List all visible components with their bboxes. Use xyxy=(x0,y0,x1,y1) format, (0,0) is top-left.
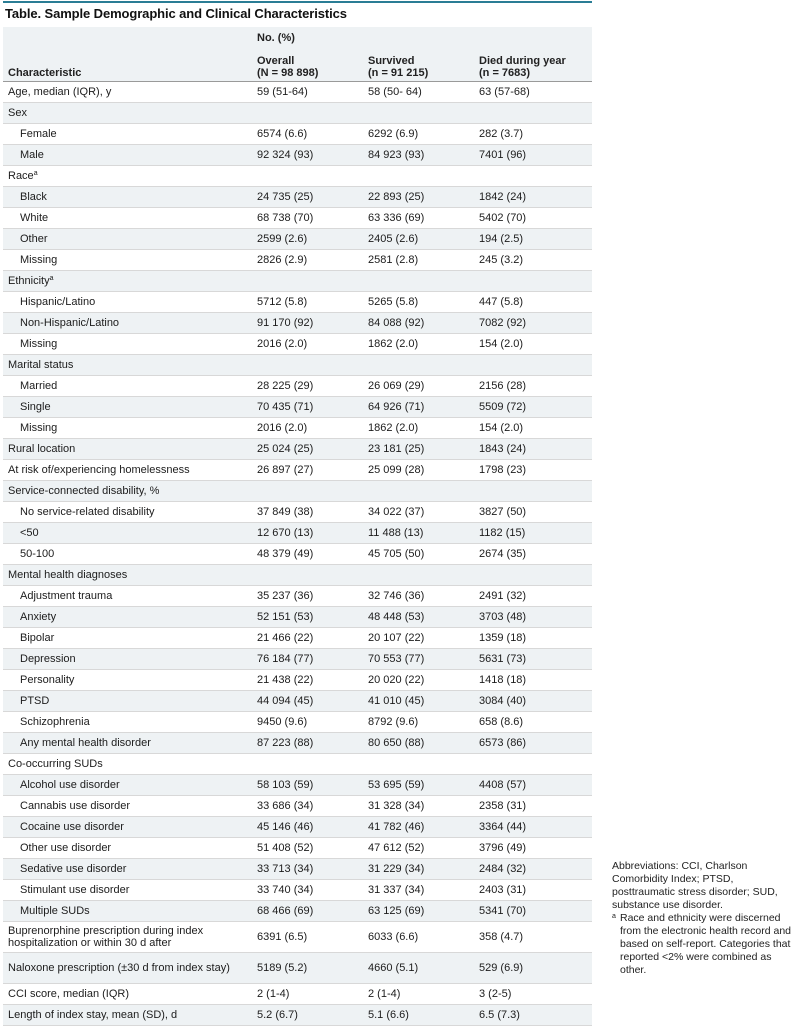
cell-overall: 87 223 (88) xyxy=(252,733,363,754)
abbreviations-note: Abbreviations: CCI, Charlson Comorbidity Index; PTSD, posttraumatic stress disorder; SUD, substance use disorder. xyxy=(612,860,778,911)
cell-died xyxy=(474,481,592,502)
cell-overall: 2826 (2.9) xyxy=(252,250,363,271)
cell-overall: 51 408 (52) xyxy=(252,838,363,859)
row-label: CCI score, median (IQR) xyxy=(3,984,252,1005)
table-row xyxy=(3,859,592,880)
cell-overall: 2016 (2.0) xyxy=(252,334,363,355)
table-footnotes xyxy=(612,860,798,977)
characteristics-table xyxy=(3,27,592,1026)
cell-survived: 64 926 (71) xyxy=(363,397,474,418)
table-row xyxy=(3,796,592,817)
cell-died: 1798 (23) xyxy=(474,460,592,481)
title-rule xyxy=(3,1,592,3)
table-row xyxy=(3,817,592,838)
row-label: <50 xyxy=(3,523,252,544)
table-row xyxy=(3,313,592,334)
row-label: Cannabis use disorder xyxy=(3,796,252,817)
cell-overall: 9450 (9.6) xyxy=(252,712,363,733)
row-label: Length of index stay, mean (SD), d xyxy=(3,1005,252,1026)
cell-overall: 21 466 (22) xyxy=(252,628,363,649)
cell-overall: 5712 (5.8) xyxy=(252,292,363,313)
table-row xyxy=(3,544,592,565)
cell-survived: 5.1 (6.6) xyxy=(363,1005,474,1026)
cell-survived: 63 125 (69) xyxy=(363,901,474,922)
cell-overall xyxy=(252,565,363,586)
cell-overall: 33 740 (34) xyxy=(252,880,363,901)
cell-survived: 5265 (5.8) xyxy=(363,292,474,313)
table-row xyxy=(3,712,592,733)
row-label: Hispanic/Latino xyxy=(3,292,252,313)
cell-died: 3084 (40) xyxy=(474,691,592,712)
cell-overall: 35 237 (36) xyxy=(252,586,363,607)
cell-died: 1359 (18) xyxy=(474,628,592,649)
cell-survived: 41 010 (45) xyxy=(363,691,474,712)
cell-overall: 91 170 (92) xyxy=(252,313,363,334)
cell-died xyxy=(474,103,592,124)
row-label: Naloxone prescription (±30 d from index stay) xyxy=(3,953,252,984)
row-label: PTSD xyxy=(3,691,252,712)
cell-died: 3703 (48) xyxy=(474,607,592,628)
cell-died xyxy=(474,166,592,187)
cell-overall: 25 024 (25) xyxy=(252,439,363,460)
row-label: Depression xyxy=(3,649,252,670)
table-row xyxy=(3,355,592,376)
table-row xyxy=(3,586,592,607)
row-label: Mental health diagnoses xyxy=(3,565,252,586)
cell-died: 6573 (86) xyxy=(474,733,592,754)
cell-overall: 24 735 (25) xyxy=(252,187,363,208)
table-row xyxy=(3,691,592,712)
cell-overall: 5.2 (6.7) xyxy=(252,1005,363,1026)
table-row xyxy=(3,733,592,754)
row-label: Adjustment trauma xyxy=(3,586,252,607)
row-label: At risk of/experiencing homelessness xyxy=(3,460,252,481)
cell-survived: 41 782 (46) xyxy=(363,817,474,838)
cell-died: 5341 (70) xyxy=(474,901,592,922)
table-row xyxy=(3,838,592,859)
cell-died: 2484 (32) xyxy=(474,859,592,880)
row-label: Female xyxy=(3,124,252,145)
cell-died: 4408 (57) xyxy=(474,775,592,796)
row-label: Missing xyxy=(3,250,252,271)
row-label: Black xyxy=(3,187,252,208)
table-row xyxy=(3,334,592,355)
cell-overall: 33 713 (34) xyxy=(252,859,363,880)
cell-died: 658 (8.6) xyxy=(474,712,592,733)
cell-survived: 58 (50- 64) xyxy=(363,82,474,103)
row-label: Anxiety xyxy=(3,607,252,628)
cell-survived: 4660 (5.1) xyxy=(363,953,474,984)
table-row xyxy=(3,418,592,439)
row-label: Any mental health disorder xyxy=(3,733,252,754)
cell-died: 154 (2.0) xyxy=(474,418,592,439)
cell-overall: 70 435 (71) xyxy=(252,397,363,418)
row-label: Schizophrenia xyxy=(3,712,252,733)
table-row xyxy=(3,922,592,953)
cell-overall: 92 324 (93) xyxy=(252,145,363,166)
table-row xyxy=(3,953,592,984)
cell-died: 194 (2.5) xyxy=(474,229,592,250)
cell-overall: 45 146 (46) xyxy=(252,817,363,838)
cell-survived: 47 612 (52) xyxy=(363,838,474,859)
row-label: Stimulant use disorder xyxy=(3,880,252,901)
table-row xyxy=(3,754,592,775)
cell-died: 1418 (18) xyxy=(474,670,592,691)
row-label: Age, median (IQR), y xyxy=(3,82,252,103)
footnote-a: a Race and ethnicity were discerned from the electronic health record and based on self-report. Categories that reported <2% were combined as other. xyxy=(612,912,792,976)
table-row xyxy=(3,103,592,124)
row-label: Other xyxy=(3,229,252,250)
header-survived: Survived (n = 91 215) xyxy=(363,49,474,82)
row-label: White xyxy=(3,208,252,229)
cell-survived: 2 (1-4) xyxy=(363,984,474,1005)
table-row xyxy=(3,901,592,922)
table-row xyxy=(3,292,592,313)
cell-died xyxy=(474,355,592,376)
table-row xyxy=(3,565,592,586)
cell-died: 63 (57-68) xyxy=(474,82,592,103)
row-label: Co-occurring SUDs xyxy=(3,754,252,775)
cell-survived xyxy=(363,565,474,586)
cell-survived: 80 650 (88) xyxy=(363,733,474,754)
cell-overall xyxy=(252,481,363,502)
cell-overall xyxy=(252,355,363,376)
cell-died: 2403 (31) xyxy=(474,880,592,901)
row-label: Service-connected disability, % xyxy=(3,481,252,502)
cell-survived: 6292 (6.9) xyxy=(363,124,474,145)
table-row xyxy=(3,439,592,460)
cell-died: 5631 (73) xyxy=(474,649,592,670)
cell-overall xyxy=(252,271,363,292)
cell-survived: 11 488 (13) xyxy=(363,523,474,544)
row-label: Sedative use disorder xyxy=(3,859,252,880)
cell-died: 5509 (72) xyxy=(474,397,592,418)
cell-overall xyxy=(252,103,363,124)
cell-overall: 68 466 (69) xyxy=(252,901,363,922)
cell-survived: 34 022 (37) xyxy=(363,502,474,523)
table-body xyxy=(3,82,592,1026)
cell-survived: 84 088 (92) xyxy=(363,313,474,334)
cell-survived: 31 337 (34) xyxy=(363,880,474,901)
cell-survived: 25 099 (28) xyxy=(363,460,474,481)
cell-survived: 20 020 (22) xyxy=(363,670,474,691)
cell-died: 2674 (35) xyxy=(474,544,592,565)
cell-overall: 6391 (6.5) xyxy=(252,922,363,953)
table-row xyxy=(3,880,592,901)
cell-died: 3364 (44) xyxy=(474,817,592,838)
cell-died: 529 (6.9) xyxy=(474,953,592,984)
cell-survived xyxy=(363,271,474,292)
row-label: Ethnicity$^a$ xyxy=(3,271,252,292)
cell-overall: 26 897 (27) xyxy=(252,460,363,481)
cell-overall: 52 151 (53) xyxy=(252,607,363,628)
row-label: Race$^a$ xyxy=(3,166,252,187)
cell-overall: 33 686 (34) xyxy=(252,796,363,817)
cell-overall: 2599 (2.6) xyxy=(252,229,363,250)
cell-died: 245 (3.2) xyxy=(474,250,592,271)
table-row xyxy=(3,523,592,544)
table-row xyxy=(3,397,592,418)
row-label: Buprenorphine prescription during index hospitalization or within 30 d after xyxy=(3,922,252,953)
cell-overall: 44 094 (45) xyxy=(252,691,363,712)
cell-died: 1842 (24) xyxy=(474,187,592,208)
cell-died: 1182 (15) xyxy=(474,523,592,544)
header-died: Died during year (n = 7683) xyxy=(474,49,592,82)
cell-survived: 2581 (2.8) xyxy=(363,250,474,271)
row-label: Bipolar xyxy=(3,628,252,649)
cell-survived: 22 893 (25) xyxy=(363,187,474,208)
cell-survived: 20 107 (22) xyxy=(363,628,474,649)
cell-died: 2358 (31) xyxy=(474,796,592,817)
table-row xyxy=(3,670,592,691)
table-title: Table. Sample Demographic and Clinical Characteristics xyxy=(5,6,347,21)
cell-overall: 5189 (5.2) xyxy=(252,953,363,984)
cell-died: 2156 (28) xyxy=(474,376,592,397)
cell-overall: 59 (51-64) xyxy=(252,82,363,103)
table-row xyxy=(3,1005,592,1026)
row-label: Alcohol use disorder xyxy=(3,775,252,796)
row-label: 50-100 xyxy=(3,544,252,565)
cell-overall: 2016 (2.0) xyxy=(252,418,363,439)
cell-survived: 26 069 (29) xyxy=(363,376,474,397)
row-label: Male xyxy=(3,145,252,166)
cell-survived xyxy=(363,103,474,124)
row-label: No service-related disability xyxy=(3,502,252,523)
cell-survived: 48 448 (53) xyxy=(363,607,474,628)
table-row xyxy=(3,460,592,481)
table-row xyxy=(3,187,592,208)
cell-survived xyxy=(363,481,474,502)
cell-overall: 28 225 (29) xyxy=(252,376,363,397)
cell-overall: 48 379 (49) xyxy=(252,544,363,565)
cell-survived: 31 229 (34) xyxy=(363,859,474,880)
cell-died: 3 (2-5) xyxy=(474,984,592,1005)
row-label: Personality xyxy=(3,670,252,691)
cell-overall: 58 103 (59) xyxy=(252,775,363,796)
table-row xyxy=(3,376,592,397)
cell-survived: 45 705 (50) xyxy=(363,544,474,565)
cell-survived: 23 181 (25) xyxy=(363,439,474,460)
cell-survived: 70 553 (77) xyxy=(363,649,474,670)
cell-died: 282 (3.7) xyxy=(474,124,592,145)
cell-died xyxy=(474,565,592,586)
cell-overall: 68 738 (70) xyxy=(252,208,363,229)
table-row xyxy=(3,166,592,187)
header-group-label: No. (%) xyxy=(252,27,363,49)
table-row xyxy=(3,250,592,271)
cell-overall: 6574 (6.6) xyxy=(252,124,363,145)
row-label: Other use disorder xyxy=(3,838,252,859)
table-row xyxy=(3,628,592,649)
cell-died: 2491 (32) xyxy=(474,586,592,607)
cell-survived: 1862 (2.0) xyxy=(363,334,474,355)
table-row xyxy=(3,271,592,292)
cell-overall: 21 438 (22) xyxy=(252,670,363,691)
table-row xyxy=(3,502,592,523)
cell-overall xyxy=(252,166,363,187)
cell-died: 358 (4.7) xyxy=(474,922,592,953)
cell-died: 6.5 (7.3) xyxy=(474,1005,592,1026)
cell-overall: 12 670 (13) xyxy=(252,523,363,544)
cell-survived xyxy=(363,166,474,187)
cell-died: 7401 (96) xyxy=(474,145,592,166)
cell-survived: 31 328 (34) xyxy=(363,796,474,817)
cell-survived: 1862 (2.0) xyxy=(363,418,474,439)
row-label: Single xyxy=(3,397,252,418)
row-label: Missing xyxy=(3,418,252,439)
cell-died: 7082 (92) xyxy=(474,313,592,334)
row-label: Rural location xyxy=(3,439,252,460)
cell-died: 3827 (50) xyxy=(474,502,592,523)
row-label: Cocaine use disorder xyxy=(3,817,252,838)
table-row xyxy=(3,481,592,502)
table-row xyxy=(3,145,592,166)
cell-survived xyxy=(363,355,474,376)
cell-survived: 84 923 (93) xyxy=(363,145,474,166)
table-row xyxy=(3,775,592,796)
cell-survived: 32 746 (36) xyxy=(363,586,474,607)
cell-survived: 6033 (6.6) xyxy=(363,922,474,953)
cell-died: 5402 (70) xyxy=(474,208,592,229)
cell-overall: 76 184 (77) xyxy=(252,649,363,670)
row-label: Missing xyxy=(3,334,252,355)
table-row xyxy=(3,984,592,1005)
cell-survived: 8792 (9.6) xyxy=(363,712,474,733)
row-label: Multiple SUDs xyxy=(3,901,252,922)
row-label: Married xyxy=(3,376,252,397)
cell-overall: 37 849 (38) xyxy=(252,502,363,523)
cell-survived: 53 695 (59) xyxy=(363,775,474,796)
row-label: Marital status xyxy=(3,355,252,376)
row-label: Non-Hispanic/Latino xyxy=(3,313,252,334)
cell-died xyxy=(474,754,592,775)
cell-survived xyxy=(363,754,474,775)
table-row xyxy=(3,607,592,628)
table-row xyxy=(3,82,592,103)
cell-survived: 2405 (2.6) xyxy=(363,229,474,250)
table-row xyxy=(3,649,592,670)
table-row xyxy=(3,208,592,229)
cell-died: 3796 (49) xyxy=(474,838,592,859)
cell-overall xyxy=(252,754,363,775)
cell-died: 154 (2.0) xyxy=(474,334,592,355)
header-characteristic: Characteristic xyxy=(3,49,252,82)
cell-died xyxy=(474,271,592,292)
table-row xyxy=(3,124,592,145)
table-row xyxy=(3,229,592,250)
header-blank xyxy=(3,27,252,49)
cell-overall: 2 (1-4) xyxy=(252,984,363,1005)
cell-died: 1843 (24) xyxy=(474,439,592,460)
cell-died: 447 (5.8) xyxy=(474,292,592,313)
cell-survived: 63 336 (69) xyxy=(363,208,474,229)
header-overall: Overall (N = 98 898) xyxy=(252,49,363,82)
row-label: Sex xyxy=(3,103,252,124)
